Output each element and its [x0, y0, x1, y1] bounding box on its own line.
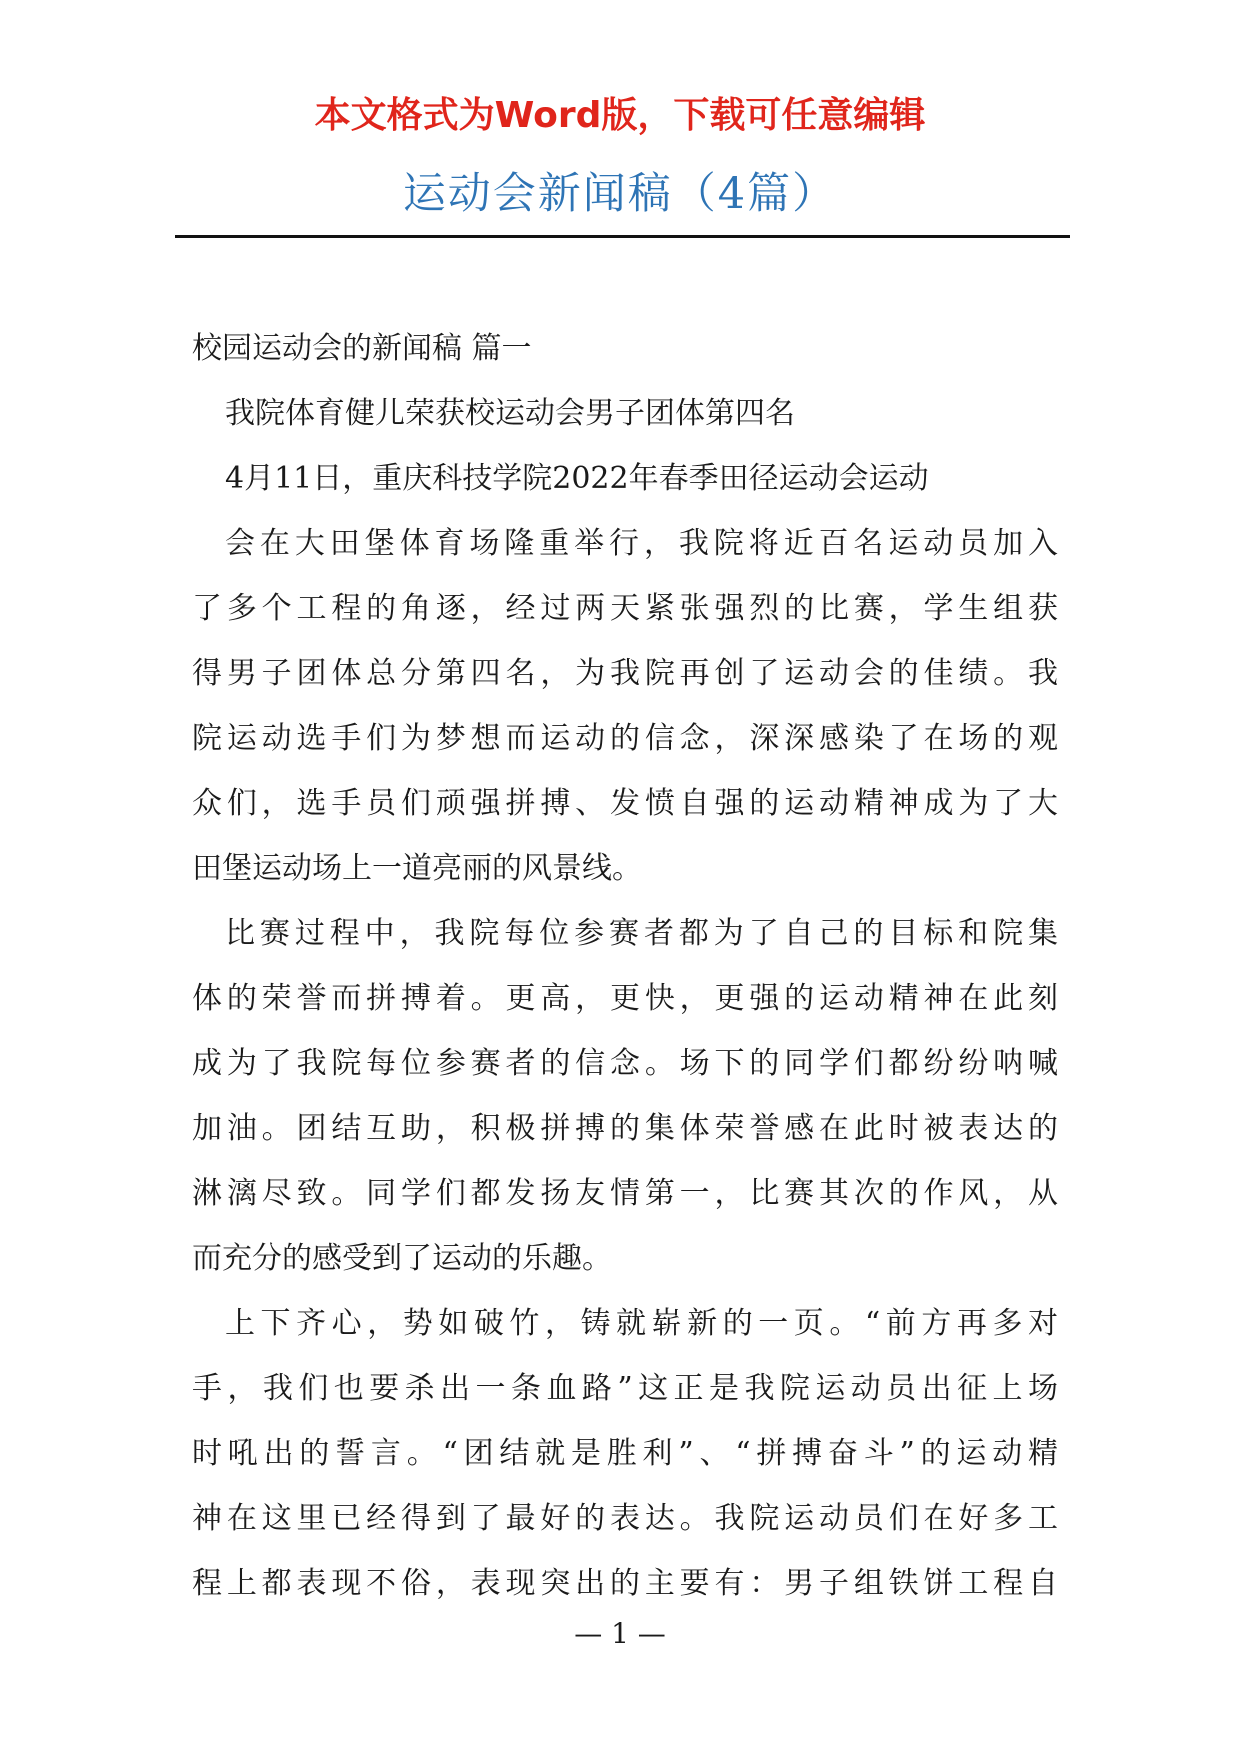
paragraph-line: 而充分的感受到了运动的乐趣。: [192, 1241, 612, 1276]
article-body: [192, 316, 1058, 1616]
paragraph-line: 院运动选手们为梦想而运动的信念，深深感染了在场的观: [192, 721, 1058, 756]
document-title: 运动会新闻稿（4篇）: [402, 169, 838, 219]
paragraph-line: 得男子团体总分第四名，为我院再创了运动会的佳绩。我: [192, 656, 1058, 691]
paragraph-line: 众们，选手员们顽强拼搏、发愤自强的运动精神成为了大: [192, 786, 1058, 821]
paragraph-line: 上下齐心，势如破竹，铸就崭新的一页。“前方再多对: [225, 1306, 1058, 1341]
paragraph-line: 程上都表现不俗，表现突出的主要有：男子组铁饼工程自: [192, 1566, 1058, 1601]
paragraph-line: 淋漓尽致。同学们都发扬友情第一，比赛其次的作风，从: [192, 1176, 1058, 1211]
paragraph-line: 田堡运动场上一道亮丽的风景线。: [192, 851, 642, 886]
article-headline: 我院体育健儿荣获校运动会男子团体第四名: [225, 396, 795, 431]
format-notice-banner: 本文格式为Word版，下载可任意编辑: [314, 95, 926, 136]
paragraph-line: 成为了我院每位参赛者的信念。场下的同学们都纷纷呐喊: [192, 1046, 1058, 1081]
paragraph-line: 神在这里已经得到了最好的表达。我院运动员们在好多工: [192, 1501, 1058, 1536]
paragraph-line: 时吼出的誓言。“团结就是胜利”、“拼搏奋斗”的运动精: [192, 1436, 1058, 1471]
page-number: — 1 —: [574, 1617, 666, 1650]
paragraph-line: 4月11日，重庆科技学院2022年春季田径运动会运动: [225, 461, 929, 496]
paragraph-line: 手，我们也要杀出一条血路”这正是我院运动员出征上场: [192, 1371, 1058, 1406]
paragraph-line: 了多个工程的角逐，经过两天紧张强烈的比赛，学生组获: [192, 591, 1058, 626]
paragraph-line: 比赛过程中，我院每位参赛者都为了自己的目标和院集: [225, 916, 1058, 951]
section-heading: 校园运动会的新闻稿 篇一: [192, 331, 532, 366]
title-divider: [175, 235, 1070, 238]
paragraph-line: 体的荣誉而拼搏着。更高，更快，更强的运动精神在此刻: [192, 981, 1058, 1016]
paragraph-line: 会在大田堡体育场隆重举行，我院将近百名运动员加入: [225, 526, 1058, 561]
paragraph-line: 加油。团结互助，积极拼搏的集体荣誉感在此时被表达的: [192, 1111, 1058, 1146]
